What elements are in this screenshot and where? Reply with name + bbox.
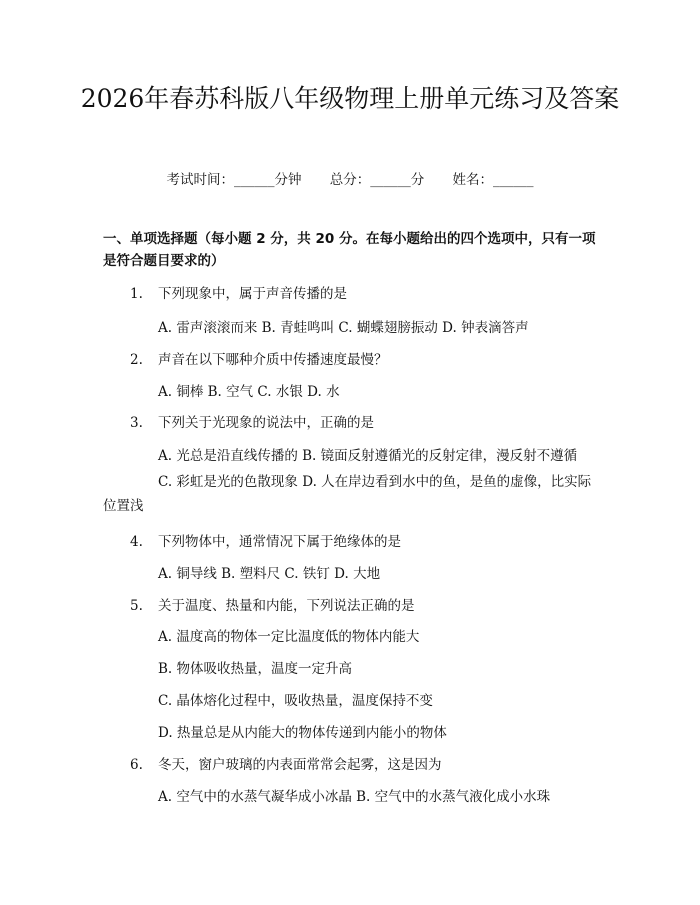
question-text: 下列现象中，属于声音传播的是 (158, 286, 347, 302)
student-name: 姓名：______ (452, 172, 534, 188)
exam-meta (0, 168, 700, 188)
question-number: 1. (130, 286, 143, 302)
question-number: 4. (130, 534, 143, 550)
question-5-option-c: C. 晶体熔化过程中，吸收热量，温度保持不变 (158, 693, 433, 709)
question-number: 5. (130, 598, 143, 614)
question-3-options-a: A. 光总是沿直线传播的 B. 镜面反射遵循光的反射定律，漫反射不遵循 (158, 448, 578, 464)
question-6 (130, 753, 442, 773)
exam-score: 总分：______分 (329, 172, 425, 188)
page-title: 2026年春苏科版八年级物理上册单元练习及答案 (80, 84, 620, 113)
question-text: 冬天，窗户玻璃的内表面常常会起雾，这是因为 (158, 757, 442, 773)
question-1 (130, 282, 347, 302)
question-4-options: A. 铜导线 B. 塑料尺 C. 铁钉 D. 大地 (158, 566, 381, 582)
section-heading: 一、单项选择题（每小题 2 分，共 20 分。在每小题给出的四个选项中，只有一项是符合题目要求的） (103, 231, 596, 269)
question-1-options: A. 雷声滚滚而来 B. 青蛙鸣叫 C. 蝴蝶翅膀振动 D. 钟表滴答声 (158, 320, 529, 336)
exam-time: 考试时间：______分钟 (166, 172, 302, 188)
question-text: 下列关于光现象的说法中，正确的是 (158, 415, 374, 431)
question-text: 声音在以下哪种介质中传播速度最慢？ (158, 352, 388, 368)
question-number: 3. (130, 415, 143, 431)
question-6-options: A. 空气中的水蒸气凝华成小冰晶 B. 空气中的水蒸气液化成小水珠 (158, 789, 551, 805)
question-5 (130, 594, 415, 614)
question-2 (130, 348, 388, 368)
question-2-options: A. 铜棒 B. 空气 C. 水银 D. 水 (158, 384, 340, 400)
question-5-option-d: D. 热量总是从内能大的物体传递到内能小的物体 (158, 725, 447, 741)
question-4 (130, 530, 401, 550)
question-5-option-b: B. 物体吸收热量，温度一定升高 (158, 661, 353, 677)
question-text: 下列物体中，通常情况下属于绝缘体的是 (158, 534, 401, 550)
question-number: 2. (130, 352, 143, 368)
question-text: 关于温度、热量和内能，下列说法正确的是 (158, 598, 415, 614)
question-number: 6. (130, 757, 143, 773)
question-3-options-c: C. 彩虹是光的色散现象 D. 人在岸边看到水中的鱼，是鱼的虚像，比实际位置浅 (103, 474, 592, 514)
question-3 (130, 411, 374, 431)
question-5-option-a: A. 温度高的物体一定比温度低的物体内能大 (158, 629, 420, 645)
